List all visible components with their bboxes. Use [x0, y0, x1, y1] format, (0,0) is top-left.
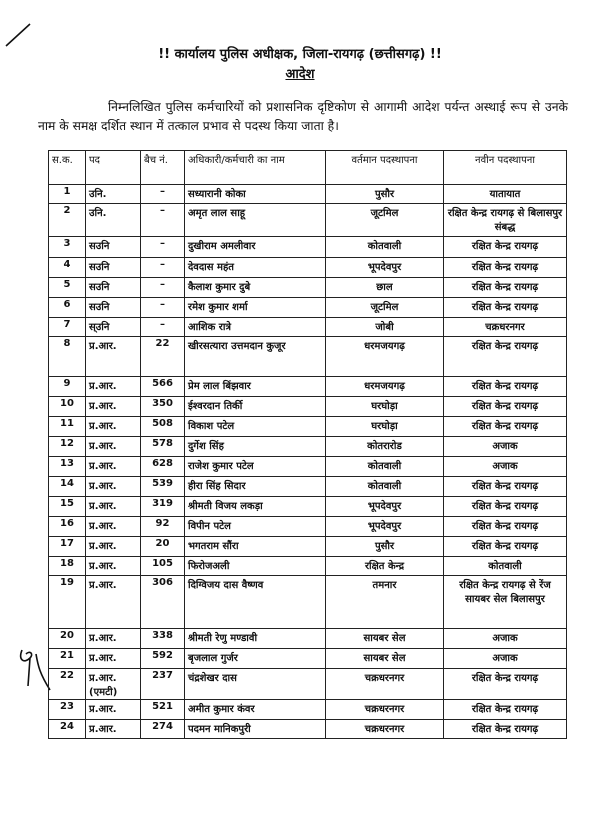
cell-rank: प्र.आर. — [86, 700, 141, 720]
cell-rank: प्र.आर. — [86, 537, 141, 557]
cell-batch: 338 — [141, 629, 185, 649]
cell-name: श्रीमती विजय लकड़ा — [185, 497, 326, 517]
cell-serial: 16 — [49, 517, 86, 537]
col-header-rank: पद — [86, 151, 141, 185]
cell-name: कैलाश कुमार दुबे — [185, 278, 326, 298]
cell-serial: 5 — [49, 278, 86, 298]
cell-serial: 10 — [49, 397, 86, 417]
cell-serial: 17 — [49, 537, 86, 557]
cell-rank: सउनि — [86, 298, 141, 318]
cell-new-posting: कोतवाली — [444, 557, 567, 576]
cell-current-posting: सायबर सेल — [326, 649, 444, 669]
cell-serial: 18 — [49, 557, 86, 576]
cell-new-posting: रक्षित केन्द्र रायगढ़ — [444, 497, 567, 517]
cell-name: अमृत लाल साहू — [185, 204, 326, 237]
cell-batch: – — [141, 258, 185, 278]
table-row — [49, 417, 567, 437]
cell-serial: 7 — [49, 318, 86, 337]
transfer-table-header — [49, 151, 567, 185]
cell-current-posting: धरमजयगढ़ — [326, 377, 444, 397]
cell-current-posting: कोतवाली — [326, 477, 444, 497]
cell-rank: प्र.आर. — [86, 497, 141, 517]
table-row — [49, 700, 567, 720]
cell-name: पदमन मानिकपुरी — [185, 720, 326, 739]
cell-rank: उनि. — [86, 185, 141, 204]
cell-batch: 578 — [141, 437, 185, 457]
cell-current-posting: चक्रधरनगर — [326, 700, 444, 720]
cell-new-posting: रक्षित केन्द्र रायगढ़ — [444, 720, 567, 739]
table-row — [49, 237, 567, 258]
cell-current-posting: रक्षित केन्द्र — [326, 557, 444, 576]
cell-serial: 6 — [49, 298, 86, 318]
cell-batch: 22 — [141, 337, 185, 377]
cell-batch: – — [141, 204, 185, 237]
cell-batch: 105 — [141, 557, 185, 576]
cell-new-posting: रक्षित केन्द्र रायगढ़ से रेंज सायबर सेल बिलासपुर — [444, 576, 567, 629]
cell-name: देवदास महंत — [185, 258, 326, 278]
cell-new-posting: रक्षित केन्द्र रायगढ़ — [444, 397, 567, 417]
table-row — [49, 258, 567, 278]
cell-name: अमीत कुमार कंवर — [185, 700, 326, 720]
cell-batch: – — [141, 318, 185, 337]
cell-serial: 1 — [49, 185, 86, 204]
table-row — [49, 669, 567, 700]
cell-rank: प्र.आर. — [86, 557, 141, 576]
cell-rank: प्र.आर. — [86, 397, 141, 417]
cell-name: विकाश पटेल — [185, 417, 326, 437]
table-row — [49, 377, 567, 397]
cell-batch: 350 — [141, 397, 185, 417]
cell-current-posting: पुसौर — [326, 537, 444, 557]
cell-serial: 8 — [49, 337, 86, 377]
cell-rank: प्र.आर. — [86, 377, 141, 397]
cell-serial: 2 — [49, 204, 86, 237]
cell-current-posting: चक्रधरनगर — [326, 669, 444, 700]
cell-current-posting: सायबर सेल — [326, 629, 444, 649]
cell-serial: 20 — [49, 629, 86, 649]
cell-current-posting: तमनार — [326, 576, 444, 629]
cell-new-posting: अजाक — [444, 649, 567, 669]
cell-new-posting: रक्षित केन्द्र रायगढ़ — [444, 537, 567, 557]
cell-new-posting: रक्षित केन्द्र रायगढ़ — [444, 700, 567, 720]
table-row — [49, 437, 567, 457]
table-row — [49, 720, 567, 739]
cell-name: ईश्वरदान तिर्की — [185, 397, 326, 417]
cell-rank: प्र.आर. — [86, 437, 141, 457]
cell-batch: 237 — [141, 669, 185, 700]
cell-current-posting: कोतरारोड — [326, 437, 444, 457]
table-row — [49, 576, 567, 629]
table-row — [49, 318, 567, 337]
cell-new-posting: रक्षित केन्द्र रायगढ़ — [444, 417, 567, 437]
cell-name: रमेश कुमार शर्मा — [185, 298, 326, 318]
cell-current-posting: छाल — [326, 278, 444, 298]
cell-new-posting: रक्षित केन्द्र रायगढ़ — [444, 258, 567, 278]
col-header-current-posting: वर्तमान पदस्थापना — [326, 151, 444, 185]
cell-name: हीरा सिंह सिदार — [185, 477, 326, 497]
table-row — [49, 185, 567, 204]
cell-name: प्रेम लाल बिंझवार — [185, 377, 326, 397]
cell-batch: 319 — [141, 497, 185, 517]
cell-rank: उनि. — [86, 204, 141, 237]
cell-new-posting: रक्षित केन्द्र रायगढ़ — [444, 278, 567, 298]
cell-current-posting: जोबी — [326, 318, 444, 337]
transfer-table — [48, 150, 567, 739]
cell-rank: प्र.आर. — [86, 517, 141, 537]
cell-rank: प्र.आर. — [86, 337, 141, 377]
cell-serial: 4 — [49, 258, 86, 278]
cell-current-posting: धरमजयगढ़ — [326, 337, 444, 377]
cell-new-posting: यातायात — [444, 185, 567, 204]
cell-serial: 3 — [49, 237, 86, 258]
table-row — [49, 298, 567, 318]
cell-rank: प्र.आर. — [86, 629, 141, 649]
cell-new-posting: रक्षित केन्द्र रायगढ़ — [444, 517, 567, 537]
cell-batch: 274 — [141, 720, 185, 739]
cell-current-posting: चक्रधरनगर — [326, 720, 444, 739]
cell-name: विपीन पटेल — [185, 517, 326, 537]
cell-rank: प्र.आर. — [86, 720, 141, 739]
cell-name: खीरसत्यारा उत्तमदान कुजूर — [185, 337, 326, 377]
table-row — [49, 629, 567, 649]
cell-name: सध्यारानी कोका — [185, 185, 326, 204]
cell-batch: 539 — [141, 477, 185, 497]
table-row — [49, 397, 567, 417]
cell-rank: स्उनि — [86, 318, 141, 337]
office-title: !! कार्यालय पुलिस अधीक्षक, जिला-रायगढ़ (छत्तीसगढ़) !! — [158, 47, 442, 62]
table-row — [49, 557, 567, 576]
cell-rank: सउनि — [86, 258, 141, 278]
cell-new-posting: चक्रधरनगर — [444, 318, 567, 337]
cell-serial: 12 — [49, 437, 86, 457]
cell-name: दुखीराम अमलीवार — [185, 237, 326, 258]
cell-serial: 21 — [49, 649, 86, 669]
cell-name: राजेश कुमार पटेल — [185, 457, 326, 477]
cell-current-posting: भूपदेवपुर — [326, 517, 444, 537]
cell-serial: 19 — [49, 576, 86, 629]
cell-name: चंद्रशेखर दास — [185, 669, 326, 700]
table-row — [49, 537, 567, 557]
cell-rank: सउनि — [86, 278, 141, 298]
cell-serial: 9 — [49, 377, 86, 397]
table-row — [49, 477, 567, 497]
cell-new-posting: अजाक — [444, 437, 567, 457]
table-row — [49, 457, 567, 477]
cell-current-posting: जूटमिल — [326, 298, 444, 318]
cell-current-posting: घरघोड़ा — [326, 397, 444, 417]
cell-name: आशिक रात्रे — [185, 318, 326, 337]
cell-batch: – — [141, 278, 185, 298]
cell-current-posting: भूपदेवपुर — [326, 258, 444, 278]
cell-rank: प्र.आर. — [86, 417, 141, 437]
cell-batch: – — [141, 237, 185, 258]
cell-batch: 508 — [141, 417, 185, 437]
cell-current-posting: पुसौर — [326, 185, 444, 204]
cell-current-posting: जूटमिल — [326, 204, 444, 237]
cell-batch: 20 — [141, 537, 185, 557]
cell-new-posting: रक्षित केन्द्र रायगढ़ — [444, 298, 567, 318]
cell-new-posting: रक्षित केन्द्र रायगढ़ — [444, 377, 567, 397]
cell-new-posting: अजाक — [444, 629, 567, 649]
cell-serial: 13 — [49, 457, 86, 477]
table-row — [49, 517, 567, 537]
cell-current-posting: कोतवाली — [326, 457, 444, 477]
order-intro-paragraph: निम्नलिखित पुलिस कर्मचारियों को प्रशासनिक दृष्टिकोण से आगामी आदेश पर्यन्त अस्थाई रूप से उनके नाम के समक्ष दर्शित स्थान में तत्काल प्रभाव से पदस्थ किया जाता है। — [38, 100, 568, 133]
cell-serial: 23 — [49, 700, 86, 720]
table-row — [49, 204, 567, 237]
transfer-table-body — [49, 185, 567, 739]
cell-new-posting: रक्षित केन्द्र रायगढ़ — [444, 477, 567, 497]
cell-batch: 521 — [141, 700, 185, 720]
table-row — [49, 278, 567, 298]
col-header-batch: बैच नं. — [141, 151, 185, 185]
cell-serial: 11 — [49, 417, 86, 437]
cell-new-posting: रक्षित केन्द्र रायगढ़ — [444, 337, 567, 377]
cell-rank: प्र.आर. (एमटी) — [86, 669, 141, 700]
cell-new-posting: रक्षित केन्द्र रायगढ़ — [444, 237, 567, 258]
col-header-serial: स.क. — [49, 151, 86, 185]
cell-current-posting: घरघोड़ा — [326, 417, 444, 437]
cell-name: दिग्विजय दास वैष्णव — [185, 576, 326, 629]
cell-name: बृजलाल गुर्जर — [185, 649, 326, 669]
cell-new-posting: रक्षित केन्द्र रायगढ़ से बिलासपुर संबद्ध — [444, 204, 567, 237]
cell-serial: 22 — [49, 669, 86, 700]
cell-name: फिरोजअली — [185, 557, 326, 576]
col-header-new-posting: नवीन पदस्थापना — [444, 151, 567, 185]
cell-new-posting: रक्षित केन्द्र रायगढ़ — [444, 669, 567, 700]
cell-batch: 566 — [141, 377, 185, 397]
col-header-name: अधिकारी/कर्मचारी का नाम — [185, 151, 326, 185]
cell-rank: सउनि — [86, 237, 141, 258]
cell-serial: 24 — [49, 720, 86, 739]
cell-name: भगतराम सौंरा — [185, 537, 326, 557]
cell-rank: प्र.आर. — [86, 649, 141, 669]
cell-batch: 306 — [141, 576, 185, 629]
cell-batch: – — [141, 298, 185, 318]
cell-new-posting: अजाक — [444, 457, 567, 477]
table-row — [49, 337, 567, 377]
cell-serial: 14 — [49, 477, 86, 497]
cell-current-posting: कोतवाली — [326, 237, 444, 258]
cell-batch: 92 — [141, 517, 185, 537]
cell-batch: 592 — [141, 649, 185, 669]
order-heading: आदेश — [285, 67, 315, 82]
cell-batch: – — [141, 185, 185, 204]
cell-rank: प्र.आर. — [86, 457, 141, 477]
table-row — [49, 497, 567, 517]
cell-name: श्रीमती रेणु मण्डावी — [185, 629, 326, 649]
cell-serial: 15 — [49, 497, 86, 517]
cell-current-posting: भूपदेवपुर — [326, 497, 444, 517]
cell-batch: 628 — [141, 457, 185, 477]
cell-name: दुर्गेश सिंह — [185, 437, 326, 457]
table-row — [49, 649, 567, 669]
cell-rank: प्र.आर. — [86, 477, 141, 497]
cell-rank: प्र.आर. — [86, 576, 141, 629]
